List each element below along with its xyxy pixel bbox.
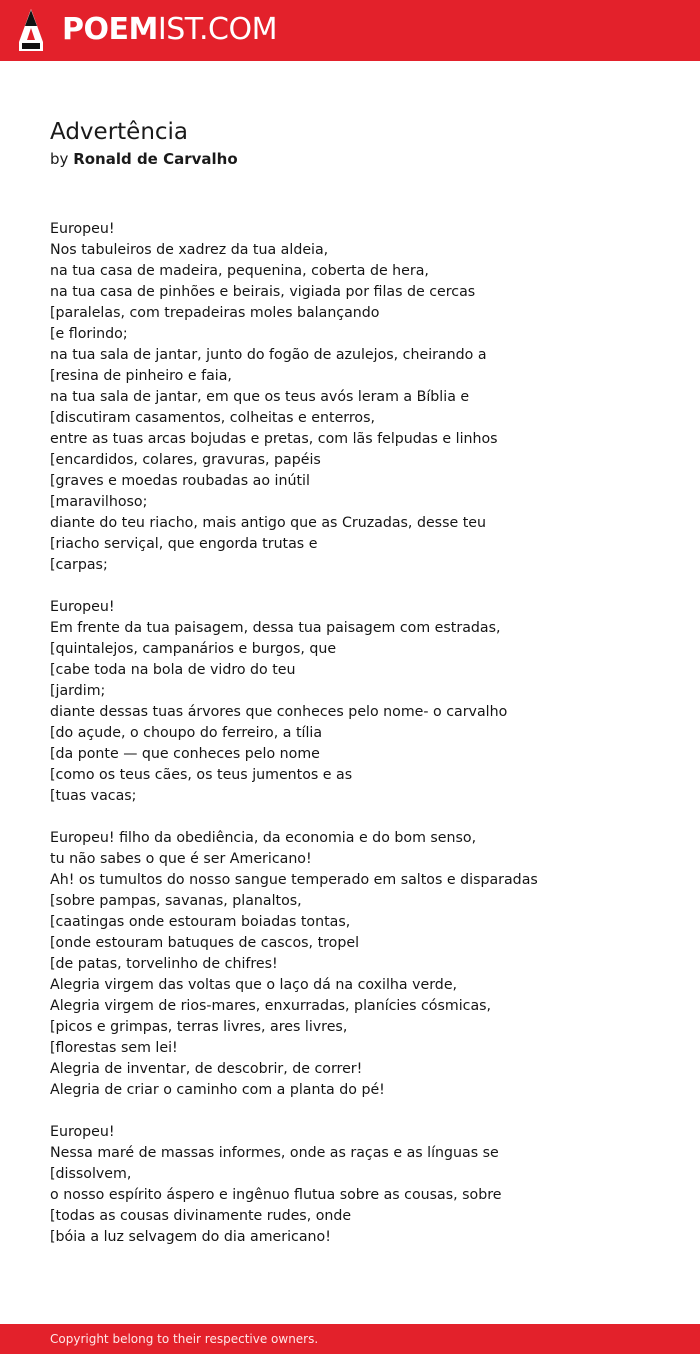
poem-line: [onde estouram batuques de cascos, tropel	[50, 935, 360, 951]
poem-line: [maravilhoso;	[50, 494, 148, 510]
poem-byline	[50, 149, 238, 169]
poem-title: Advertência	[50, 119, 189, 145]
site-footer	[0, 1324, 700, 1354]
poem-line: [do açude, o choupo do ferreiro, a tília	[50, 725, 323, 741]
poem-line: entre as tuas arcas bojudas e pretas, com lãs felpudas e linhos	[50, 431, 498, 447]
poem-line: na tua casa de pinhões e beirais, vigiada por filas de cercas	[50, 284, 476, 300]
poem-line: Alegria de inventar, de descobrir, de correr!	[50, 1061, 363, 1077]
poem-line: o nosso espírito áspero e ingênuo flutua sobre as cousas, sobre	[50, 1187, 502, 1203]
brand-rest: IST.COM	[157, 12, 277, 47]
poem-line: [e florindo;	[50, 326, 128, 342]
poem-stanza	[50, 1122, 670, 1248]
poem-line: [da ponte — que conheces pelo nome	[50, 746, 320, 762]
poem-line: [quintalejos, campanários e burgos, que	[50, 641, 337, 657]
poem-line: [dissolvem,	[50, 1166, 132, 1182]
poem-line: Alegria de criar o caminho com a planta do pé!	[50, 1082, 385, 1098]
poem-line: [sobre pampas, savanas, planaltos,	[50, 893, 302, 909]
poem-line: diante dessas tuas árvores que conheces pelo nome- o carvalho	[50, 704, 508, 720]
by-label: by	[50, 150, 69, 168]
poem-line: [paralelas, com trepadeiras moles balançando	[50, 305, 380, 321]
poem-line: [graves e moedas roubadas ao inútil	[50, 473, 310, 489]
site-header	[0, 0, 700, 61]
poem-line: Europeu!	[50, 1124, 115, 1140]
poem-line: [picos e grimpas, terras livres, ares livres,	[50, 1019, 348, 1035]
poem-stanza	[50, 597, 670, 807]
copyright-notice: Copyright belong to their respective owners.	[50, 1332, 319, 1346]
poem-line: Alegria virgem de rios-mares, enxurradas, planícies cósmicas,	[50, 998, 492, 1014]
poem-stanza	[50, 219, 670, 576]
poem-line: Europeu!	[50, 221, 115, 237]
poem-line: diante do teu riacho, mais antigo que as Cruzadas, desse teu	[50, 515, 486, 531]
poem-line: tu não sabes o que é ser Americano!	[50, 851, 312, 867]
poem-line: [carpas;	[50, 557, 108, 573]
poem-line: [encardidos, colares, gravuras, papéis	[50, 452, 321, 468]
site-logo-text[interactable]	[62, 11, 277, 49]
poem-body	[50, 219, 670, 1269]
poem-line: [discutiram casamentos, colheitas e enterros,	[50, 410, 375, 426]
poem-line: Em frente da tua paisagem, dessa tua paisagem com estradas,	[50, 620, 501, 636]
poem-line: [caatingas onde estouram boiadas tontas,	[50, 914, 351, 930]
poem-line: Europeu! filho da obediência, da economia e do bom senso,	[50, 830, 477, 846]
poem-line: na tua sala de jantar, junto do fogão de azulejos, cheirando a	[50, 347, 487, 363]
poem-line: [cabe toda na bola de vidro do teu	[50, 662, 296, 678]
poem-line: Ah! os tumultos do nosso sangue temperado em saltos e disparadas	[50, 872, 538, 888]
brand-bold: POEM	[62, 12, 158, 47]
poem-line: Nessa maré de massas informes, onde as raças e as línguas se	[50, 1145, 499, 1161]
poem-line: [florestas sem lei!	[50, 1040, 178, 1056]
poem-line: [riacho serviçal, que engorda trutas e	[50, 536, 318, 552]
poem-line: [todas as cousas divinamente rudes, onde	[50, 1208, 352, 1224]
poem-line: Alegria virgem das voltas que o laço dá na coxilha verde,	[50, 977, 458, 993]
poem-stanza	[50, 828, 670, 1101]
poem-line: [como os teus cães, os teus jumentos e as	[50, 767, 353, 783]
poem-line: [jardim;	[50, 683, 106, 699]
poem-line: [de patas, torvelinho de chifres!	[50, 956, 278, 972]
poem-line: [resina de pinheiro e faia,	[50, 368, 232, 384]
poem-line: [bóia a luz selvagem do dia americano!	[50, 1229, 331, 1245]
author-name: Ronald de Carvalho	[73, 150, 238, 168]
poem-line: Nos tabuleiros de xadrez da tua aldeia,	[50, 242, 329, 258]
poem-line: [tuas vacas;	[50, 788, 137, 804]
pencil-tip-icon[interactable]	[18, 8, 44, 52]
poem-line: na tua sala de jantar, em que os teus avós leram a Bíblia e	[50, 389, 470, 405]
poem-line: Europeu!	[50, 599, 115, 615]
poem-line: na tua casa de madeira, pequenina, coberta de hera,	[50, 263, 429, 279]
